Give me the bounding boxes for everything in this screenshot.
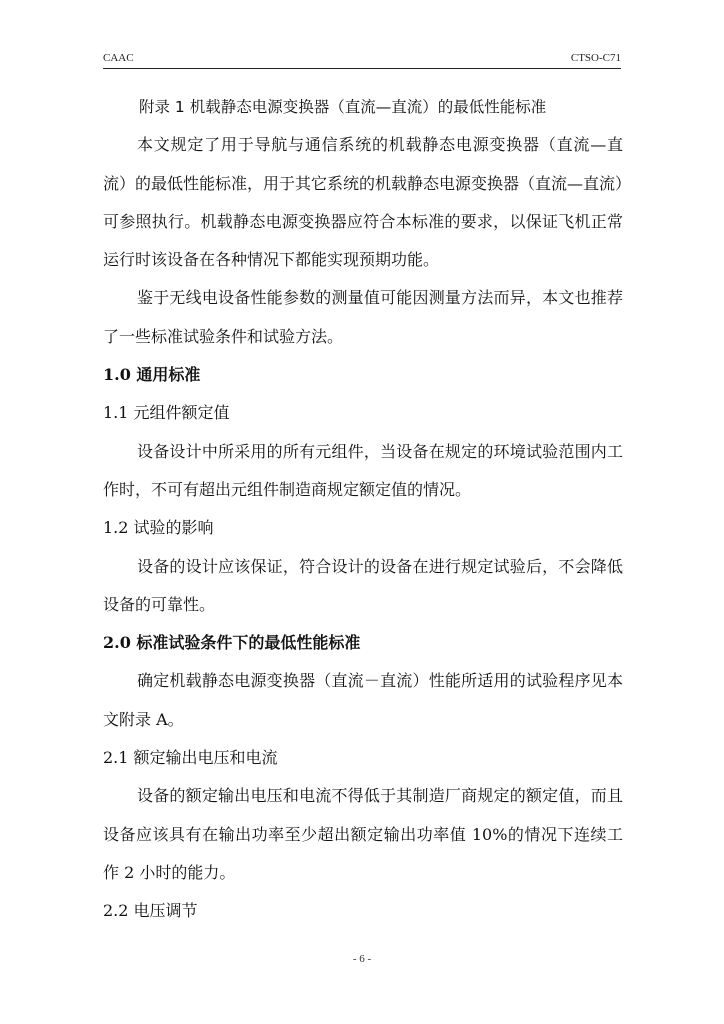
section-2-1-text: 设备的额定输出电压和电流不得低于其制造厂商规定的额定值，而且设备应该具有在输出功率至少超出额定输出功率值 10%的情况下连续工作 2 小时的能力。 bbox=[103, 786, 623, 882]
section-1-1-text: 设备设计中所采用的所有元组件，当设备在规定的环境试验范围内工作时，不可有超出元组件制造商规定额定值的情况。 bbox=[103, 441, 623, 499]
appendix-title: 附录 1 机载静态电源变换器（直流—直流）的最低性能标准 bbox=[139, 98, 547, 116]
intro-paragraph-1: 本文规定了用于导航与通信系统的机载静态电源变换器（直流—直流）的最低性能标准，用于其它系统的机载静态电源变换器（直流—直流）可参照执行。机载静态电源变换器应符合本标准的要求，以保证飞机正常运行时该设备在各种情况下都能实现预期功能。 bbox=[103, 135, 624, 270]
section-2-0-text: 确定机载静态电源变换器（直流－直流）性能所适用的试验程序见本文附录 A。 bbox=[103, 671, 623, 729]
document-body bbox=[103, 88, 623, 931]
section-1-2-heading: 1.2 试验的影响 bbox=[103, 518, 214, 538]
page-header bbox=[103, 50, 621, 69]
section-1-1-heading: 1.1 元组件额定值 bbox=[103, 403, 230, 423]
section-2-1-heading: 2.1 额定输出电压和电流 bbox=[103, 748, 278, 768]
section-2-2-heading: 2.2 电压调节 bbox=[103, 901, 198, 921]
header-doc-id: CTSO-C71 bbox=[570, 52, 621, 64]
header-org: CAAC bbox=[103, 52, 134, 64]
intro-paragraph-2: 鉴于无线电设备性能参数的测量值可能因测量方法而异，本文也推荐了一些标准试验条件和试验方法。 bbox=[103, 288, 623, 346]
section-1-0-heading: 1.0 通用标准 bbox=[103, 365, 201, 385]
page-number: - 6 - bbox=[352, 953, 372, 965]
section-2-0-heading: 2.0 标准试验条件下的最低性能标准 bbox=[103, 633, 361, 653]
section-1-2-text: 设备的设计应该保证，符合设计的设备在进行规定试验后，不会降低设备的可靠性。 bbox=[103, 556, 623, 614]
